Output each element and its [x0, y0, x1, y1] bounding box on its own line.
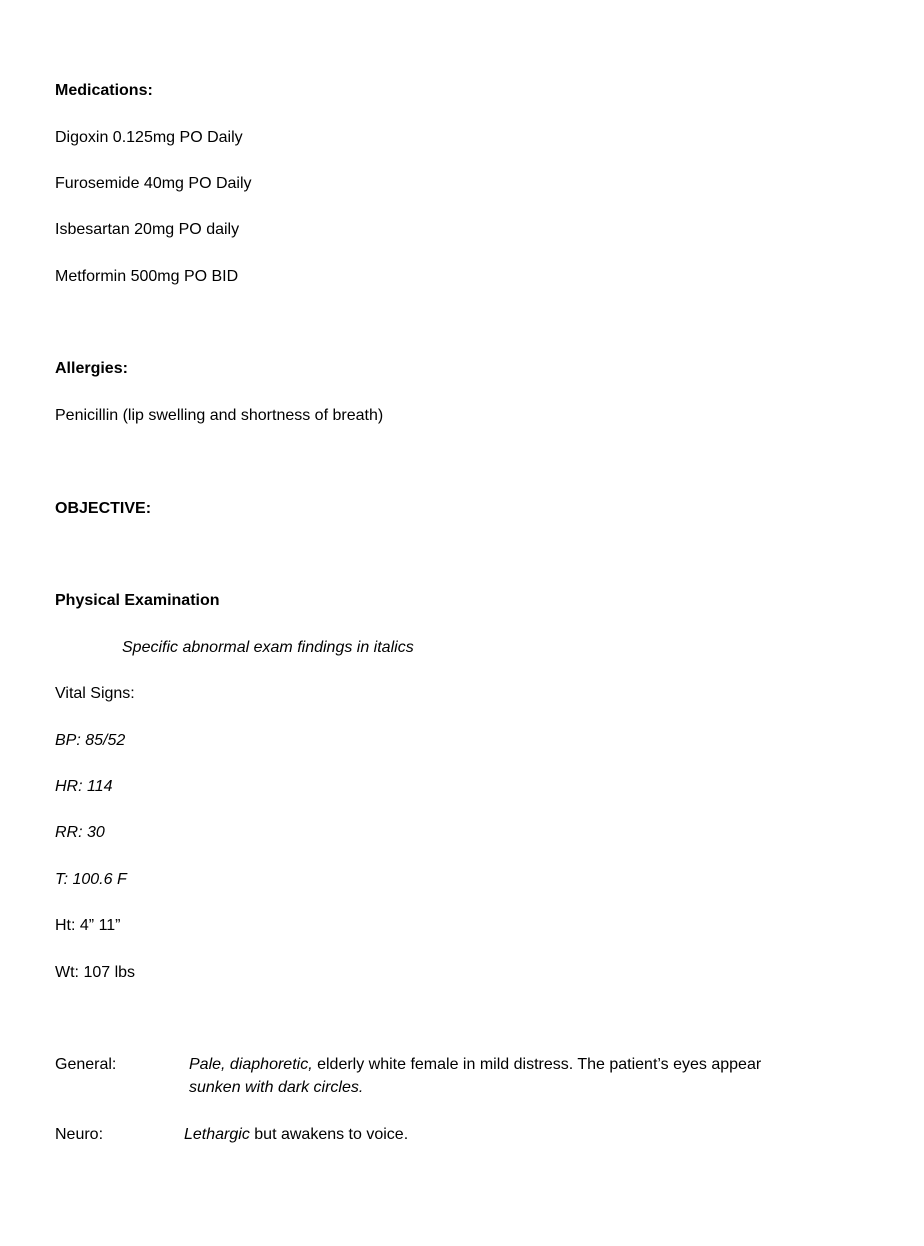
- neuro-italic-1: Lethargic: [184, 1126, 250, 1143]
- medication-item: Digoxin 0.125mg PO Daily: [55, 129, 243, 146]
- neuro-text-1: but awakens to voice.: [249, 1126, 409, 1143]
- vital-rr: RR: 30: [55, 824, 105, 841]
- general-text-1: elderly white female in mild distress. The patient’s eyes appear: [312, 1056, 762, 1073]
- neuro-label: Neuro:: [55, 1126, 104, 1143]
- medication-item: Metformin 500mg PO BID: [55, 268, 239, 285]
- objective-heading: OBJECTIVE:: [55, 500, 152, 517]
- vital-height: Ht: 4” 11”: [55, 917, 121, 934]
- medication-item: Isbesartan 20mg PO daily: [55, 221, 240, 238]
- medications-heading: Medications:: [55, 82, 153, 99]
- neuro-finding: [184, 1124, 408, 1146]
- general-italic-1: Pale, diaphoretic,: [189, 1056, 313, 1073]
- italics-note: Specific abnormal exam findings in italics: [122, 639, 414, 656]
- general-label: General:: [55, 1056, 117, 1073]
- vital-weight: Wt: 107 lbs: [55, 964, 136, 981]
- allergy-item: Penicillin (lip swelling and shortness of breath): [55, 407, 384, 424]
- vital-temp: T: 100.6 F: [55, 871, 127, 888]
- vital-signs-label: Vital Signs:: [55, 685, 135, 702]
- vital-hr: HR: 114: [55, 778, 113, 795]
- medication-item: Furosemide 40mg PO Daily: [55, 175, 252, 192]
- general-finding-line-2: sunken with dark circles.: [189, 1079, 364, 1096]
- vital-bp: BP: 85/52: [55, 732, 126, 749]
- general-finding-line-1: [189, 1054, 761, 1076]
- allergies-heading: Allergies:: [55, 360, 128, 377]
- physical-exam-heading: Physical Examination: [55, 592, 220, 609]
